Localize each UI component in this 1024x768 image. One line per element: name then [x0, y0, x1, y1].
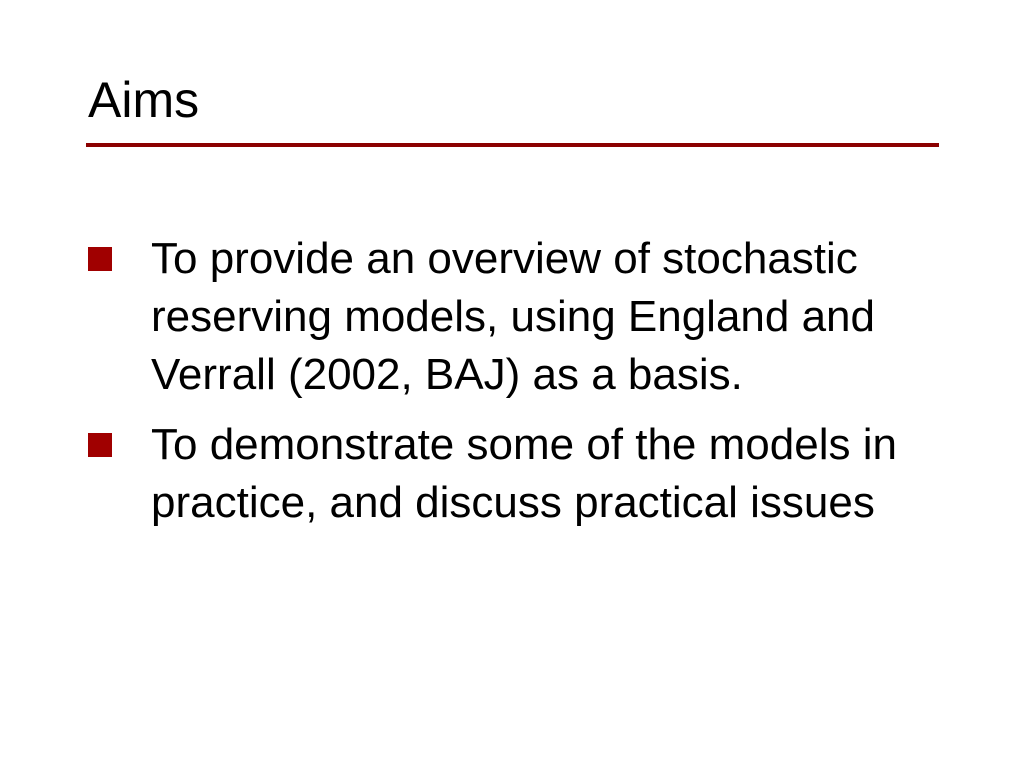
slide-title: Aims — [88, 72, 200, 128]
square-bullet-icon — [88, 247, 112, 271]
bullet-text: To demonstrate some of the models in practice, and discuss practical issues — [151, 420, 897, 527]
square-bullet-icon — [88, 433, 112, 457]
title-underline — [86, 143, 939, 147]
bullet-item — [88, 416, 948, 532]
bullet-list — [88, 230, 948, 544]
bullet-item — [88, 230, 948, 404]
bullet-text: To provide an overview of stochastic reserving models, using England and Verrall (2002, BAJ) as a basis. — [151, 234, 876, 399]
